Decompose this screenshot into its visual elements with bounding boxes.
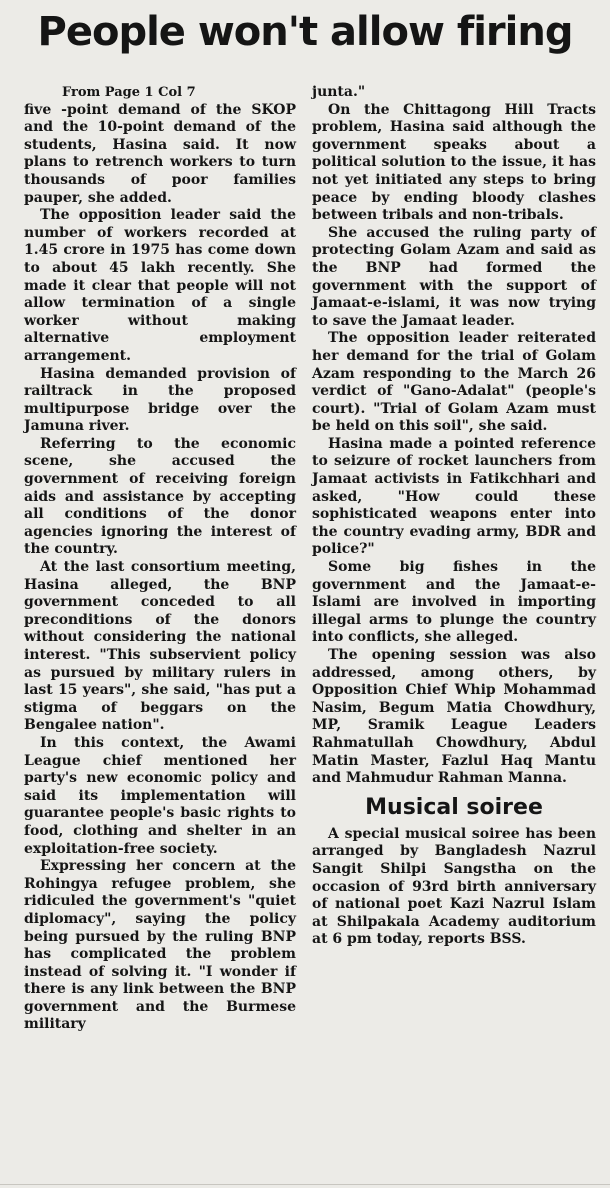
- article-paragraph: five -point demand of the SKOP and the 10-point demand of the students, Hasina said. It now plans to retrench workers to turn thousands of poor families pauper, she added.: [24, 101, 296, 206]
- article-paragraph: The opposition leader reiterated her demand for the trial of Golam Azam responding to the March 26 verdict of "Gano-Adalat" (people's court). "Trial of Golam Azam must be held on this soil", she said.: [312, 330, 596, 435]
- subhead: Musical soiree: [365, 794, 543, 820]
- article-paragraph: junta.": [312, 84, 366, 100]
- article-paragraph: Referring to the economic scene, she accused the government of receiving foreign aids and assistance by accepting all conditions of the donor agencies ignoring the interest of the country.: [24, 435, 296, 558]
- article-paragraph: The opening session was also addressed, among others, by Opposition Chief Whip Mohammad Nasim, Begum Matia Chowdhury, MP, Sramik League Leaders Rahmatullah Chowdhury, Abdul Matin Master, Fazlul Haq Mantu and Mahmudur Rahman Manna.: [312, 647, 596, 787]
- article-paragraph: Hasina made a pointed reference to seizure of rocket launchers from Jamaat activists in Fatikchhari and asked, "How could these sophisticated weapons enter into the country evading army, BDR and police?": [312, 435, 596, 558]
- dateline: From Page 1 Col 7: [62, 85, 196, 100]
- right-column: [312, 84, 596, 949]
- article-paragraph: In this context, the Awami League chief mentioned her party's new economic policy and said its implementation will guarantee people's basic rights to food, clothing and shelter in an exploitation-free society.: [24, 734, 296, 857]
- article-paragraph: On the Chittagong Hill Tracts problem, Hasina said although the government speaks about a political solution to the issue, it has not yet initiated any steps to bring peace by ending bloody clashes between tribals and non-tribals.: [312, 101, 596, 224]
- article-paragraph: Hasina demanded provision of railtrack in the proposed multipurpose bridge over the Jamuna river.: [24, 365, 296, 435]
- article-paragraph: A special musical soiree has been arranged by Bangladesh Nazrul Sangit Shilpi Sangstha on the occasion of 93rd birth anniversary of national poet Kazi Nazrul Islam at Shilpakala Academy auditorium at 6 pm today, reports BSS.: [312, 825, 596, 948]
- article-paragraph: The opposition leader said the number of workers recorded at 1.45 crore in 1975 has come down to about 45 lakh recently. She made it clear that people will not allow termination of a single worker without making alternative employment arrangement.: [24, 207, 296, 364]
- article-paragraph: At the last consortium meeting, Hasina alleged, the BNP government conceded to all preconditions of the donors without considering the national interest. "This subservient policy as pursued by military rulers in last 15 years", she said, "has put a stigma of beggars on the Bengalee nation".: [24, 559, 296, 734]
- bottom-divider: [0, 1184, 610, 1185]
- left-column: [24, 84, 296, 1034]
- article-paragraph: She accused the ruling party of protecting Golam Azam and said as the BNP had formed the government with the support of Jamaat-e-islami, it was now trying to save the Jamaat leader.: [312, 224, 596, 329]
- article-paragraph: Expressing her concern at the Rohingya refugee problem, she ridiculed the government's "quiet diplomacy", saying the policy being pursued by the ruling BNP has complicated the problem instead of solving it. "I wonder if there is any link between the BNP government and the Burmese military: [24, 858, 296, 1033]
- article-paragraph: Some big fishes in the government and the Jamaat-e-Islami are involved in importing illegal arms to plunge the country into conflicts, she alleged.: [312, 559, 596, 646]
- headline: People won't allow firing: [37, 9, 573, 55]
